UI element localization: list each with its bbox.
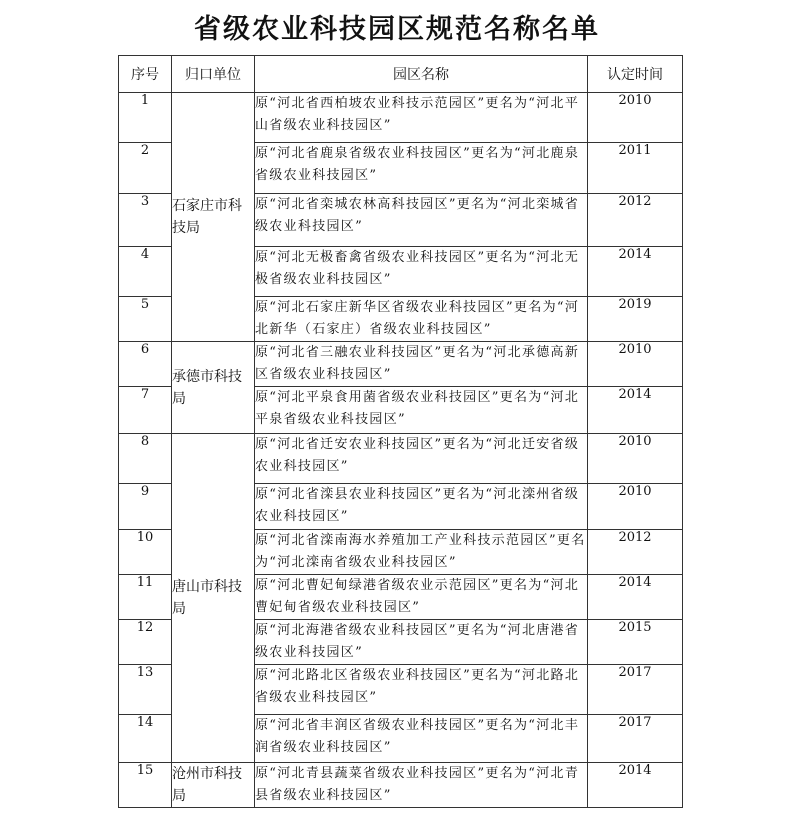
- park-name-cell: 原“河北省三融农业科技园区”更名为“河北承德高新区省级农业科技园区”: [255, 342, 588, 387]
- row-index: 3: [119, 194, 172, 247]
- unit-cell: 石家庄市科技局: [172, 93, 255, 342]
- approval-year-cell: 2012: [588, 194, 683, 247]
- row-index: 4: [119, 247, 172, 297]
- park-name-cell: 原“河北青县蔬菜省级农业科技园区”更名为“河北青县省级农业科技园区”: [255, 763, 588, 808]
- park-name-cell: 原“河北省滦南海水养殖加工产业科技示范园区”更名为“河北滦南省级农业科技园区”: [255, 530, 588, 575]
- row-index: 12: [119, 620, 172, 665]
- row-index: 14: [119, 715, 172, 763]
- approval-year-cell: 2014: [588, 575, 683, 620]
- approval-year-cell: 2010: [588, 484, 683, 530]
- approval-year-cell: 2010: [588, 93, 683, 143]
- approval-year-cell: 2014: [588, 387, 683, 434]
- park-name-cell: 原“河北曹妃甸绿港省级农业示范园区”更名为“河北曹妃甸省级农业科技园区”: [255, 575, 588, 620]
- approval-year-cell: 2011: [588, 143, 683, 194]
- table-row: [119, 342, 683, 387]
- approval-year-cell: 2012: [588, 530, 683, 575]
- approval-year-cell: 2010: [588, 342, 683, 387]
- row-index: 13: [119, 665, 172, 715]
- park-name-cell: 原“河北路北区省级农业科技园区”更名为“河北路北省级农业科技园区”: [255, 665, 588, 715]
- table-row: [119, 763, 683, 808]
- park-name-cell: 原“河北省西柏坡农业科技示范园区”更名为“河北平山省级农业科技园区”: [255, 93, 588, 143]
- approval-year-cell: 2010: [588, 434, 683, 484]
- row-index: 7: [119, 387, 172, 434]
- approval-year-cell: 2014: [588, 247, 683, 297]
- approval-year-cell: 2017: [588, 715, 683, 763]
- header-unit: 归口单位: [172, 56, 255, 93]
- row-index: 9: [119, 484, 172, 530]
- park-name-cell: 原“河北无极畜禽省级农业科技园区”更名为“河北无极省级农业科技园区”: [255, 247, 588, 297]
- table-row: [119, 93, 683, 143]
- table-row: [119, 434, 683, 484]
- row-index: 15: [119, 763, 172, 808]
- header-park-name: 园区名称: [255, 56, 588, 93]
- approval-year-cell: 2014: [588, 763, 683, 808]
- park-name-cell: 原“河北省栾城农林高科技园区”更名为“河北栾城省级农业科技园区”: [255, 194, 588, 247]
- row-index: 8: [119, 434, 172, 484]
- row-index: 1: [119, 93, 172, 143]
- table-body: [119, 93, 683, 808]
- park-name-cell: 原“河北平泉食用菌省级农业科技园区”更名为“河北平泉省级农业科技园区”: [255, 387, 588, 434]
- park-name-cell: 原“河北省丰润区省级农业科技园区”更名为“河北丰润省级农业科技园区”: [255, 715, 588, 763]
- park-name-cell: 原“河北省迁安农业科技园区”更名为“河北迁安省级农业科技园区”: [255, 434, 588, 484]
- approval-year-cell: 2019: [588, 297, 683, 342]
- row-index: 10: [119, 530, 172, 575]
- unit-cell: 唐山市科技局: [172, 434, 255, 763]
- park-name-cell: 原“河北海港省级农业科技园区”更名为“河北唐港省级农业科技园区”: [255, 620, 588, 665]
- park-name-table: [118, 55, 683, 808]
- row-index: 11: [119, 575, 172, 620]
- row-index: 5: [119, 297, 172, 342]
- row-index: 2: [119, 143, 172, 194]
- header-year: 认定时间: [588, 56, 683, 93]
- approval-year-cell: 2017: [588, 665, 683, 715]
- park-name-cell: 原“河北省鹿泉省级农业科技园区”更名为“河北鹿泉省级农业科技园区”: [255, 143, 588, 194]
- approval-year-cell: 2015: [588, 620, 683, 665]
- header-index: 序号: [119, 56, 172, 93]
- row-index: 6: [119, 342, 172, 387]
- unit-cell: 承德市科技局: [172, 342, 255, 434]
- unit-cell: 沧州市科技局: [172, 763, 255, 808]
- table-header-row: [119, 56, 683, 93]
- document-title: 省级农业科技园区规范名称名单: [194, 14, 600, 45]
- park-name-cell: 原“河北石家庄新华区省级农业科技园区”更名为“河北新华（石家庄）省级农业科技园区”: [255, 297, 588, 342]
- park-name-cell: 原“河北省滦县农业科技园区”更名为“河北滦州省级农业科技园区”: [255, 484, 588, 530]
